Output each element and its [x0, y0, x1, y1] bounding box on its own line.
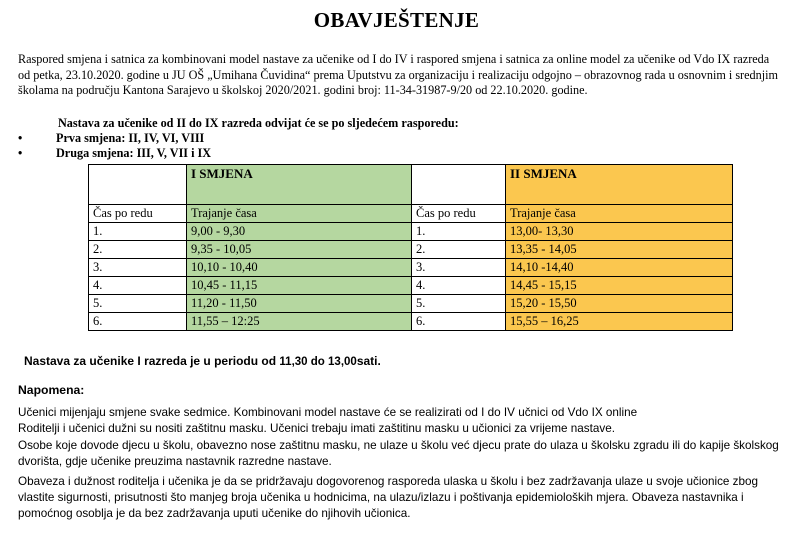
class-number: 6.: [412, 313, 506, 331]
shift-1-header: I SMJENA: [187, 165, 412, 205]
class-time: 13,35 - 14,05: [506, 241, 733, 259]
first-grade-note-prefix: Nastava za učenike I razreda je u periodu od: [24, 354, 280, 368]
class-number: 1.: [412, 223, 506, 241]
class-time: 15,55 – 16,25: [506, 313, 733, 331]
note-paragraph-masks: Roditelji i učenici dužni su nositi zaštitnu masku. Učenici trebaju imati zaštitinu masku u učionici za vrijeme nastave.: [18, 422, 615, 435]
page-title: OBAVJEŠTENJE: [313, 8, 480, 32]
table-row: [89, 223, 733, 241]
class-number: 2.: [412, 241, 506, 259]
class-time: 11,20 - 11,50: [187, 295, 412, 313]
class-time: 9,35 - 10,05: [187, 241, 412, 259]
header-empty-cell: [412, 165, 506, 205]
note-paragraph-shifts: Učenici mijenjaju smjene svake sedmice. Kombinovani model nastave će se realizirati od I do IV učnici od Vdo IX online: [18, 406, 638, 419]
first-grade-mid-text: do: [307, 356, 329, 368]
col-duration-header: Trajanje časa: [187, 205, 412, 223]
col-order-header: Čas po redu: [89, 205, 187, 223]
class-time: 9,00 - 9,30: [187, 223, 412, 241]
table-header-row: [89, 165, 733, 205]
class-time: 10,10 - 10,40: [187, 259, 412, 277]
class-number: 5.: [89, 295, 187, 313]
column-header-row: [89, 205, 733, 223]
shift-schedule-table: [88, 164, 733, 331]
first-grade-to-time: 13,00: [328, 356, 357, 368]
bullet-icon: •: [18, 146, 23, 160]
schedule-lead-text: Nastava za učenike od II do IX razreda odvijat će se po sljedećem rasporedu:: [58, 116, 459, 130]
class-time: 10,45 - 11,15: [187, 277, 412, 295]
class-time: 14,45 - 15,15: [506, 277, 733, 295]
class-number: 3.: [89, 259, 187, 277]
class-time: 14,10 -14,40: [506, 259, 733, 277]
table-row: [89, 277, 733, 295]
table-row: [89, 241, 733, 259]
table-row: [89, 259, 733, 277]
class-time: 11,55 – 12:25: [187, 313, 412, 331]
table-row: [89, 295, 733, 313]
class-number: 3.: [412, 259, 506, 277]
first-grade-note-suffix: sati.: [356, 354, 381, 368]
class-number: 5.: [412, 295, 506, 313]
table-row: [89, 313, 733, 331]
class-time: 13,00- 13,30: [506, 223, 733, 241]
first-grade-from-time: 11,30: [279, 356, 308, 368]
bullet-text: Druga smjena: III, V, VII i IX: [56, 146, 212, 160]
class-number: 4.: [412, 277, 506, 295]
napomena-heading: Napomena:: [18, 383, 85, 397]
class-number: 1.: [89, 223, 187, 241]
bullet-text: Prva smjena: II, IV, VI, VIII: [56, 131, 205, 145]
first-grade-note: [24, 354, 381, 368]
class-time: 15,20 - 15,50: [506, 295, 733, 313]
class-number: 2.: [89, 241, 187, 259]
class-number: 6.: [89, 313, 187, 331]
col-duration-header: Trajanje časa: [506, 205, 733, 223]
bullet-icon: •: [18, 131, 23, 145]
note-paragraph-escorts: Osobe koje dovode djecu u školu, obavezno nose zaštitnu masku, ne ulaze u školu već djecu prate do ulaza u školsku zgradu ili do kapije školskog dvorišta, gdje učenike preuzima nastavnik razredne nastave.: [18, 439, 779, 468]
note-paragraph-obligations: Obaveza i dužnost roditelja i učenika je da se pridržavaju dogovorenog rasporeda ulaska u školu i bez zadržavanja ulaze u svoje učionice zbog vlastite sigurnosti, prisutnosti što manjeg broja učenika u hodnicima, na ulazu/izlazu i poštivanja epidemioloških mjera. Obaveza nastavnika i pomoćnog osoblja je da bez zadržavanja uputi učenike do njihovih učionica.: [18, 475, 759, 520]
shift-2-header: II SMJENA: [506, 165, 733, 205]
intro-paragraph: Raspored smjena i satnica za kombinovani model nastave za učenike od I do IV i raspored smjena i satnica za online model za učenike od Vdo IX razreda od petka, 23.10.2020. godine u JU OŠ „Umihana Čuvidina“ prema Uputstvu za organizaciju i realizaciju odgojno – obrazovnog rada u osnovnim i srednjim školama na području Kantona Sarajevo u školskoj 2020/2021. godini broj: 11-34-31987-9/20 od 22.10.2020. godine.: [18, 52, 778, 97]
class-number: 4.: [89, 277, 187, 295]
col-order-header: Čas po redu: [412, 205, 506, 223]
header-empty-cell: [89, 165, 187, 205]
